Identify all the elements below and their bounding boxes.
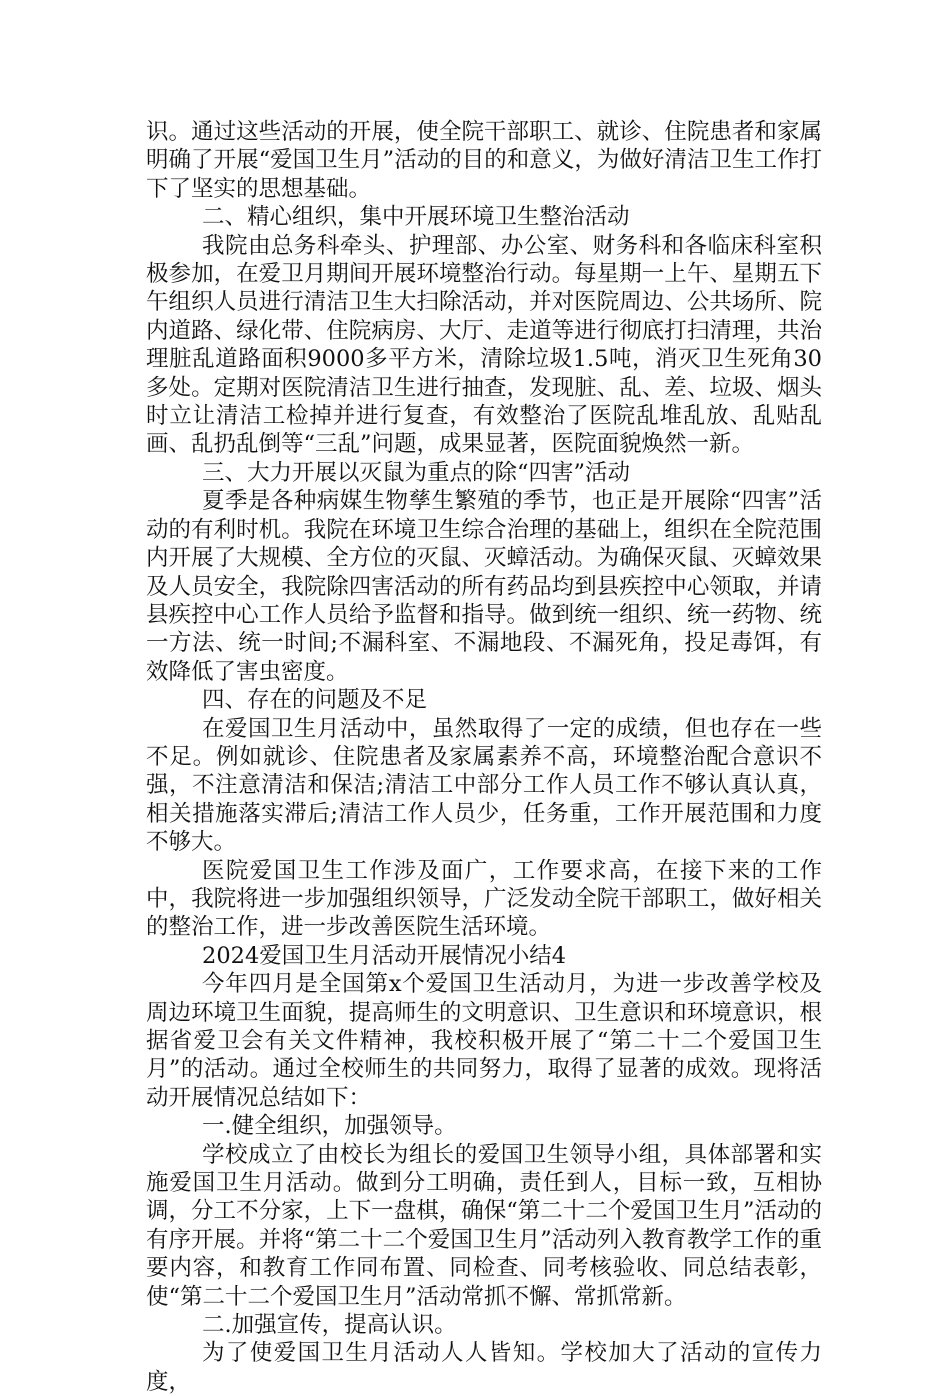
- paragraph: 在爱国卫生月活动中，虽然取得了一定的成绩，但也存在一些不足。例如就诊、住院患者及家属素养不高，环境整治配合意识不强，不注意清洁和保洁;清洁工中部分工作人员工作不够认真认真，相关措施落实滞后;清洁工作人员少，任务重，工作开展范围和力度不够大。: [146, 715, 822, 856]
- section-heading-2: 二、精心组织，集中开展环境卫生整治活动: [202, 204, 630, 231]
- paragraph: 今年四月是全国第x个爱国卫生活动月，为进一步改善学校及周边环境卫生面貌，提高师生的文明意识、卫生意识和环境意识，根据省爱卫会有关文件精神，我校积极开展了“第二十二个爱国卫生月”的活动。通过全校师生的共同努力，取得了显著的成效。现将活动开展情况总结如下：: [146, 971, 822, 1111]
- section-heading-4: 四、存在的问题及不足: [202, 687, 428, 714]
- paragraph: 我院由总务科牵头、护理部、办公室、财务科和各临床科室积极参加，在爱卫月期间开展环境整治行动。每星期一上午、星期五下午组织人员进行清洁卫生大扫除活动，并对医院周边、公共场所、院内道路、绿化带、住院病房、大厅、走道等进行彻底打扫清理，共治理脏乱道路面积9000多平方米，清除垃圾1.5吨，消灭卫生死角30多处。定期对医院清洁卫生进行抽查，发现脏、乱、差、垃圾、烟头时立让清洁工检掉并进行复查，有效整治了医院乱堆乱放、乱贴乱画、乱扔乱倒等“三乱”问题，成果显著，医院面貌焕然一新。: [146, 232, 822, 458]
- paragraph: 医院爱国卫生工作涉及面广，工作要求高，在接下来的工作中，我院将进一步加强组织领导，广泛发动全院干部职工，做好相关的整治工作，进一步改善医院生活环境。: [146, 857, 822, 941]
- section-heading-1: 一.健全组织，加强领导。: [202, 1113, 457, 1140]
- document-body: [146, 118, 822, 1396]
- section-heading-2: 二.加强宣传，提高认识。: [202, 1312, 457, 1339]
- paragraph: 为了使爱国卫生月活动人人皆知。学校加大了活动的宣传力度，: [146, 1340, 822, 1395]
- document-title: 2024爱国卫生月活动开展情况小结4: [202, 942, 567, 969]
- paragraph: 学校成立了由校长为组长的爱国卫生领导小组，具体部署和实施爱国卫生月活动。做到分工明确，责任到人，目标一致，互相协调，分工不分家，上下一盘棋，确保“第二十二个爱国卫生月”活动的有序开展。并将“第二十二个爱国卫生月”活动列入教育教学工作的重要内容，和教育工作同布置、同检查、同考核验收、同总结表彰，使“第二十二个爱国卫生月”活动常抓不懈、常抓常新。: [146, 1141, 822, 1310]
- paragraph: 夏季是各种病媒生物孳生繁殖的季节，也正是开展除“四害”活动的有利时机。我院在环境卫生综合治理的基础上，组织在全院范围内开展了大规模、全方位的灭鼠、灭蟑活动。为确保灭鼠、灭蟑效果及人员安全，我院除四害活动的所有药品均到县疾控中心领取，并请县疾控中心工作人员给予监督和指导。做到统一组织、统一药物、统一方法、统一时间;不漏科室、不漏地段、不漏死角，投足毒饵，有效降低了害虫密度。: [146, 488, 822, 685]
- section-heading-3: 三、大力开展以灭鼠为重点的除“四害”活动: [202, 459, 631, 486]
- paragraph-continuation: 识。通过这些活动的开展，使全院干部职工、就诊、住院患者和家属明确了开展“爱国卫生月”活动的目的和意义，为做好清洁卫生工作打下了坚实的思想基础。: [146, 119, 822, 202]
